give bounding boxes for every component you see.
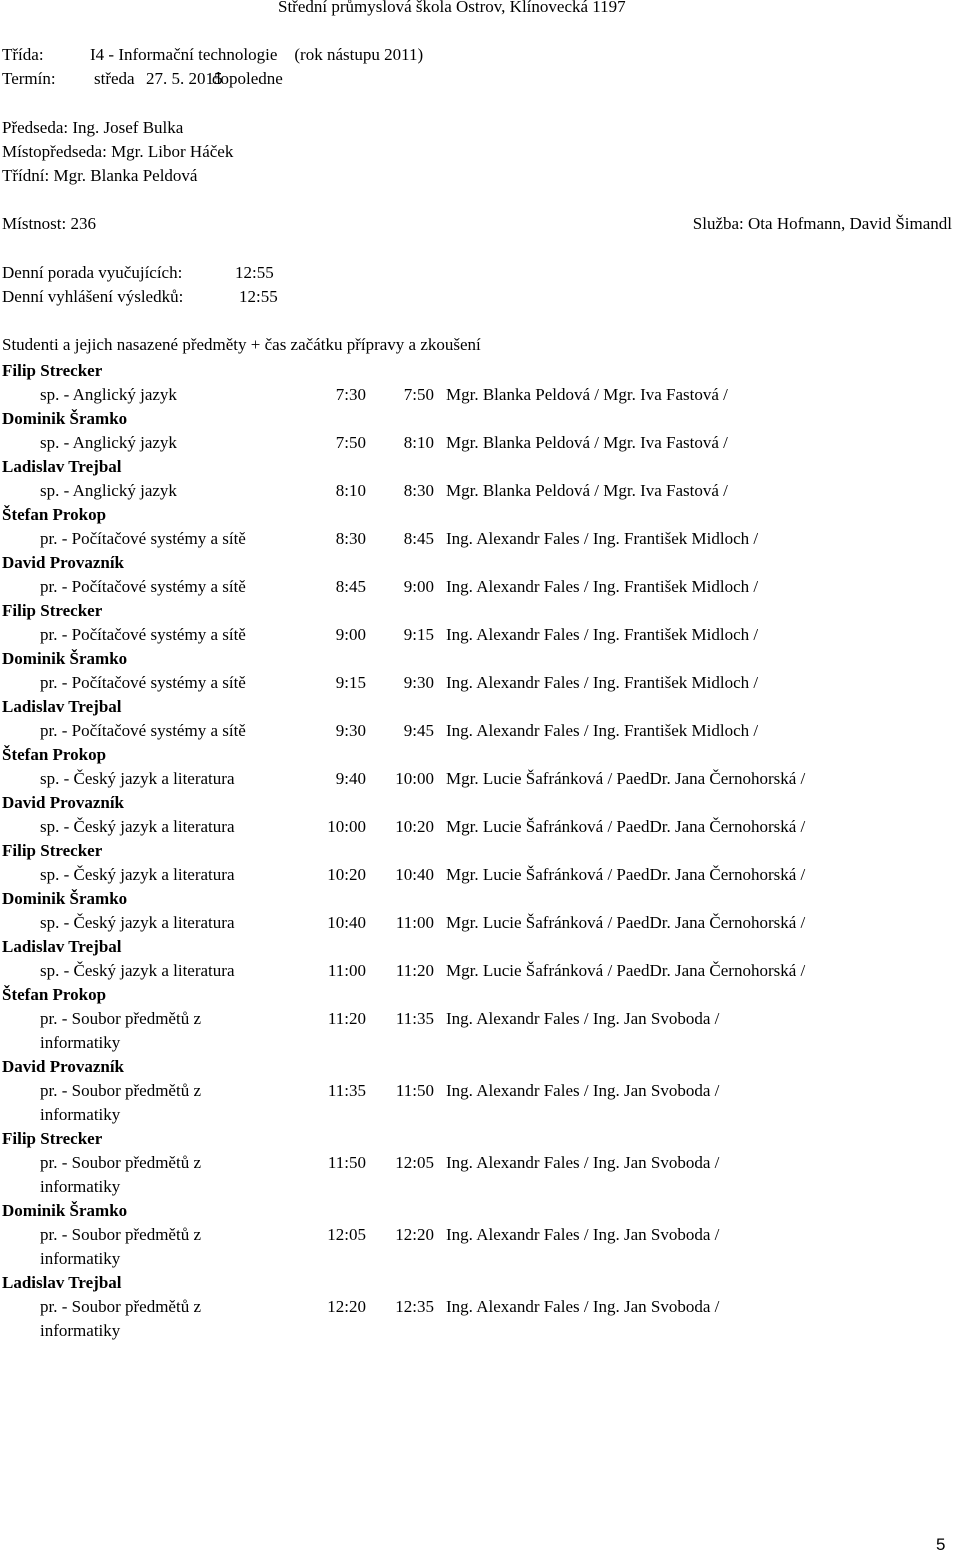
briefing-time: 12:55 [235, 263, 274, 282]
exam-row [2, 1223, 942, 1271]
student-name: David Provazník [2, 553, 125, 572]
exam-start-time: 9:40 [335, 769, 366, 788]
exam-subject: pr. - Počítačové systémy a sítě [40, 721, 246, 740]
school-header: Střední průmyslová škola Ostrov, Klínovecká 1197 [278, 0, 626, 16]
students-list [2, 359, 942, 1343]
student-name: Dominik Šramko [2, 649, 128, 668]
student-name: Filip Strecker [2, 361, 103, 380]
exam-subject: pr. - Soubor předmětů z informatiky [40, 1225, 201, 1268]
exam-examiners: Mgr. Lucie Šafránková / PaedDr. Jana Černohorská / [446, 961, 806, 980]
exam-subject: sp. - Český jazyk a literatura [40, 913, 235, 932]
exam-subject: sp. - Anglický jazyk [40, 385, 177, 404]
student-name: Štefan Prokop [2, 745, 107, 764]
exam-start-time: 9:15 [335, 673, 366, 692]
exam-end-time: 11:35 [395, 1009, 434, 1028]
exam-row [2, 575, 942, 599]
student-name: Filip Strecker [2, 601, 103, 620]
student-name: Ladislav Trejbal [2, 697, 122, 716]
room: Místnost: 236 [2, 214, 96, 233]
exam-start-time: 9:30 [335, 721, 366, 740]
exam-start-time: 8:45 [335, 577, 366, 596]
exam-row [2, 815, 942, 839]
exam-start-time: 12:20 [327, 1297, 366, 1316]
exam-subject: pr. - Počítačové systémy a sítě [40, 529, 246, 548]
class-teacher: Třídní: Mgr. Blanka Peldová [2, 166, 198, 185]
exam-start-time: 7:30 [335, 385, 366, 404]
chair: Předseda: Ing. Josef Bulka [2, 118, 184, 137]
exam-end-time: 10:40 [395, 865, 434, 884]
student-name: Štefan Prokop [2, 505, 107, 524]
exam-subject: pr. - Počítačové systémy a sítě [40, 673, 246, 692]
exam-end-time: 9:00 [403, 577, 434, 596]
student-name: Filip Strecker [2, 1129, 103, 1148]
students-heading: Studenti a jejich nasazené předměty + čas začátku přípravy a zkoušení [2, 335, 481, 354]
exam-row [2, 1151, 942, 1199]
student-name: Ladislav Trejbal [2, 937, 122, 956]
exam-examiners: Mgr. Lucie Šafránková / PaedDr. Jana Černohorská / [446, 865, 806, 884]
exam-row [2, 719, 942, 743]
exam-row [2, 767, 942, 791]
exam-subject: pr. - Soubor předmětů z informatiky [40, 1009, 201, 1052]
exam-end-time: 12:35 [395, 1297, 434, 1316]
exam-row [2, 1295, 942, 1343]
exam-row [2, 671, 942, 695]
exam-examiners: Ing. Alexandr Fales / Ing. František Midloch / [446, 529, 759, 548]
exam-row [2, 383, 942, 407]
exam-end-time: 10:20 [395, 817, 434, 836]
student-name: Dominik Šramko [2, 889, 128, 908]
exam-examiners: Mgr. Lucie Šafránková / PaedDr. Jana Černohorská / [446, 817, 806, 836]
exam-examiners: Mgr. Lucie Šafránková / PaedDr. Jana Černohorská / [446, 913, 806, 932]
class-value: I4 - Informační technologie (rok nástupu 2011) [90, 45, 424, 64]
exam-examiners: Ing. Alexandr Fales / Ing. František Midloch / [446, 673, 759, 692]
exam-end-time: 7:50 [403, 385, 434, 404]
exam-start-time: 8:10 [335, 481, 366, 500]
exam-examiners: Ing. Alexandr Fales / Ing. František Midloch / [446, 577, 759, 596]
results-label: Denní vyhlášení výsledků: [2, 287, 184, 306]
exam-end-time: 9:15 [403, 625, 434, 644]
term-line [2, 68, 283, 90]
exam-examiners: Ing. Alexandr Fales / Ing. Jan Svoboda / [446, 1009, 720, 1028]
exam-start-time: 11:50 [327, 1153, 366, 1172]
exam-start-time: 7:50 [335, 433, 366, 452]
exam-subject: pr. - Soubor předmětů z informatiky [40, 1081, 201, 1124]
briefing-line [2, 262, 274, 284]
duty: Služba: Ota Hofmann, David Šimandl [692, 214, 952, 233]
class-label: Třída: [2, 45, 44, 64]
exam-examiners: Ing. Alexandr Fales / Ing. Jan Svoboda / [446, 1081, 720, 1100]
exam-start-time: 12:05 [327, 1225, 366, 1244]
exam-start-time: 9:00 [335, 625, 366, 644]
exam-examiners: Ing. Alexandr Fales / Ing. Jan Svoboda / [446, 1225, 720, 1244]
exam-subject: sp. - Český jazyk a literatura [40, 769, 235, 788]
exam-row [2, 623, 942, 647]
term-time: dopoledne [212, 69, 283, 88]
exam-row [2, 527, 942, 551]
student-name: David Provazník [2, 1057, 125, 1076]
exam-examiners: Ing. Alexandr Fales / Ing. Jan Svoboda / [446, 1153, 720, 1172]
exam-end-time: 12:20 [395, 1225, 434, 1244]
exam-end-time: 9:45 [403, 721, 434, 740]
exam-start-time: 10:40 [327, 913, 366, 932]
exam-subject: pr. - Počítačové systémy a sítě [40, 625, 246, 644]
exam-subject: sp. - Český jazyk a literatura [40, 961, 235, 980]
student-name: Filip Strecker [2, 841, 103, 860]
student-name: David Provazník [2, 793, 125, 812]
exam-end-time: 11:20 [395, 961, 434, 980]
exam-start-time: 11:35 [327, 1081, 366, 1100]
exam-row [2, 911, 942, 935]
exam-start-time: 8:30 [335, 529, 366, 548]
exam-start-time: 10:00 [327, 817, 366, 836]
exam-end-time: 9:30 [403, 673, 434, 692]
exam-row [2, 1007, 942, 1055]
exam-row [2, 431, 942, 455]
student-name: Dominik Šramko [2, 1201, 128, 1220]
briefing-label: Denní porada vyučujících: [2, 263, 183, 282]
exam-end-time: 11:50 [395, 1081, 434, 1100]
results-time: 12:55 [239, 287, 278, 306]
exam-row [2, 1079, 942, 1127]
exam-end-time: 10:00 [395, 769, 434, 788]
exam-start-time: 11:00 [327, 961, 366, 980]
exam-subject: sp. - Český jazyk a literatura [40, 817, 235, 836]
exam-end-time: 12:05 [395, 1153, 434, 1172]
exam-examiners: Ing. Alexandr Fales / Ing. František Midloch / [446, 625, 759, 644]
exam-subject: pr. - Soubor předmětů z informatiky [40, 1153, 201, 1196]
exam-examiners: Mgr. Blanka Peldová / Mgr. Iva Fastová / [446, 385, 728, 404]
term-day: středa [94, 69, 135, 88]
student-name: Dominik Šramko [2, 409, 128, 428]
exam-subject: sp. - Český jazyk a literatura [40, 865, 235, 884]
exam-subject: sp. - Anglický jazyk [40, 433, 177, 452]
exam-examiners: Mgr. Blanka Peldová / Mgr. Iva Fastová / [446, 481, 728, 500]
exam-row [2, 863, 942, 887]
exam-examiners: Mgr. Blanka Peldová / Mgr. Iva Fastová / [446, 433, 728, 452]
exam-examiners: Mgr. Lucie Šafránková / PaedDr. Jana Černohorská / [446, 769, 806, 788]
exam-examiners: Ing. Alexandr Fales / Ing. Jan Svoboda / [446, 1297, 720, 1316]
exam-end-time: 8:45 [403, 529, 434, 548]
exam-subject: sp. - Anglický jazyk [40, 481, 177, 500]
student-name: Ladislav Trejbal [2, 1273, 122, 1292]
exam-start-time: 10:20 [327, 865, 366, 884]
term-date: 27. 5. 2015 [146, 69, 223, 88]
exam-end-time: 8:10 [403, 433, 434, 452]
exam-start-time: 11:20 [327, 1009, 366, 1028]
exam-end-time: 11:00 [395, 913, 434, 932]
page-number: 5 [936, 1535, 946, 1554]
exam-subject: pr. - Soubor předmětů z informatiky [40, 1297, 201, 1340]
vice-chair: Místopředseda: Mgr. Libor Háček [2, 142, 234, 161]
results-line [2, 286, 278, 308]
exam-examiners: Ing. Alexandr Fales / Ing. František Midloch / [446, 721, 759, 740]
exam-row [2, 479, 942, 503]
term-label: Termín: [2, 69, 56, 88]
exam-end-time: 8:30 [403, 481, 434, 500]
student-name: Ladislav Trejbal [2, 457, 122, 476]
exam-row [2, 959, 942, 983]
class-line [2, 44, 423, 66]
exam-subject: pr. - Počítačové systémy a sítě [40, 577, 246, 596]
student-name: Štefan Prokop [2, 985, 107, 1004]
